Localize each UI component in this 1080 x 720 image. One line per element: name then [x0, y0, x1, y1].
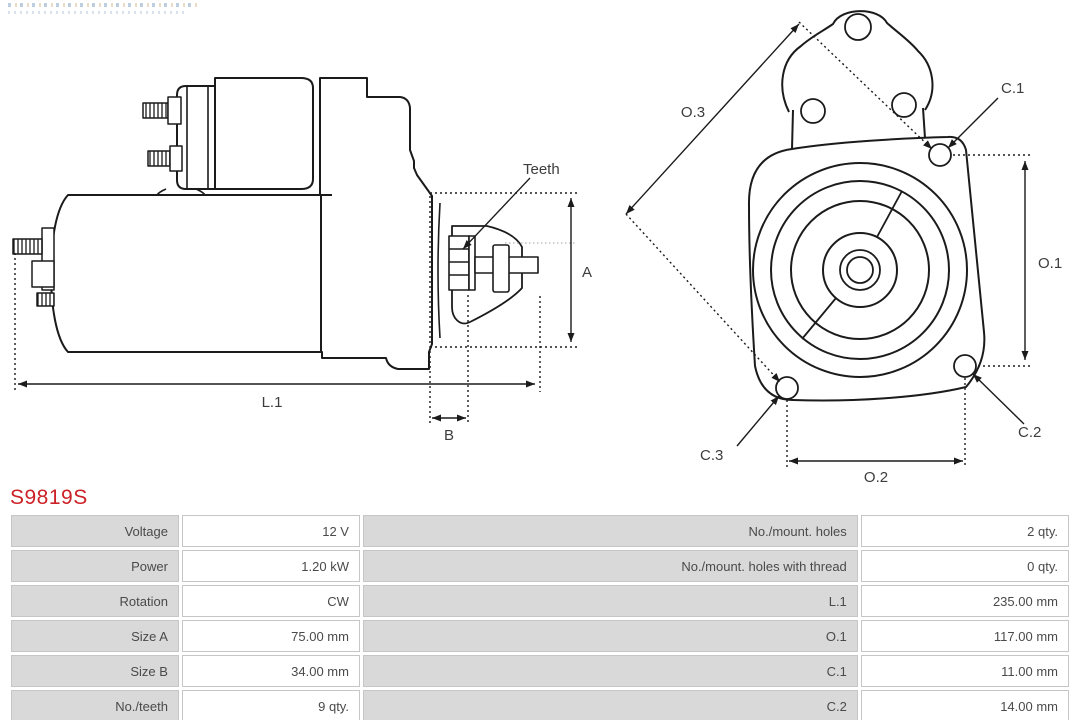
dim-c1-leader: [948, 98, 998, 148]
spec-cell-l1-label: L.1: [363, 585, 858, 617]
table-row: [11, 515, 1069, 547]
spec-cell-rotation-value: CW: [182, 585, 360, 617]
motor-body: [51, 195, 321, 352]
dim-label-a: A: [582, 264, 593, 281]
table-row: [11, 550, 1069, 582]
drive-end-housing: [320, 78, 432, 369]
spec-cell-o1-label: O.1: [363, 620, 858, 652]
dim-label-l1: L.1: [261, 394, 283, 411]
dim-label-o2: O.2: [863, 469, 889, 486]
spec-cell-size-a-label: Size A: [11, 620, 179, 652]
spec-cell-teeth-label: No./teeth: [11, 690, 179, 720]
spec-cell-c1-label: C.1: [363, 655, 858, 687]
bracket-hole-top: [845, 14, 871, 40]
watermark-logo-icon: [8, 3, 198, 7]
bell-flange-face: [438, 203, 440, 338]
part-number: S9819S: [10, 486, 88, 509]
spec-table: [8, 512, 1072, 720]
table-row: [11, 655, 1069, 687]
dim-label-c1: C.1: [1001, 80, 1025, 97]
spec-cell-mount-holes-value: 2 qty.: [861, 515, 1069, 547]
solenoid-cap: [177, 86, 215, 189]
front-view-drawing: [626, 11, 1062, 486]
dim-teeth: [463, 178, 530, 249]
bracket-hole-left: [801, 99, 825, 123]
table-row: [11, 620, 1069, 652]
dim-c3-leader: [737, 396, 779, 446]
spec-cell-c2-label: C.2: [363, 690, 858, 720]
pinion-gear: [449, 236, 475, 290]
dim-c2-leader: [973, 374, 1024, 424]
solenoid-barrel: [215, 78, 313, 189]
spec-cell-voltage-value: 12 V: [182, 515, 360, 547]
spec-cell-mount-holes-thread-value: 0 qty.: [861, 550, 1069, 582]
shaft-collar: [493, 245, 509, 292]
spec-cell-c1-value: 11.00 mm: [861, 655, 1069, 687]
dim-label-c3: C.3: [700, 447, 724, 464]
spec-cell-teeth-value: 9 qty.: [182, 690, 360, 720]
spec-cell-rotation-label: Rotation: [11, 585, 179, 617]
dim-label-teeth: Teeth: [523, 161, 560, 178]
spec-cell-voltage-label: Voltage: [11, 515, 179, 547]
spec-cell-power-label: Power: [11, 550, 179, 582]
table-row: [11, 585, 1069, 617]
spec-cell-l1-value: 235.00 mm: [861, 585, 1069, 617]
spec-cell-mount-holes-thread-label: No./mount. holes with thread: [363, 550, 858, 582]
spec-cell-size-b-label: Size B: [11, 655, 179, 687]
spec-cell-power-value: 1.20 kW: [182, 550, 360, 582]
dim-b: [430, 196, 468, 424]
mount-hole-c1: [929, 144, 951, 166]
dim-label-o3: O.3: [680, 104, 706, 121]
watermark-logo-icon: [8, 11, 186, 14]
mounting-studs: [13, 228, 54, 306]
table-row: [11, 690, 1069, 720]
bracket-hole-right: [892, 93, 916, 117]
dim-o3-leader-c1: [799, 22, 932, 149]
spec-cell-size-a-value: 75.00 mm: [182, 620, 360, 652]
spec-cell-c2-value: 14.00 mm: [861, 690, 1069, 720]
spec-cell-mount-holes-label: No./mount. holes: [363, 515, 858, 547]
mount-hole-c2: [954, 355, 976, 377]
spec-cell-o1-value: 117.00 mm: [861, 620, 1069, 652]
side-view-drawing: [13, 78, 592, 444]
dim-label-b: B: [444, 427, 455, 444]
dim-label-c2: C.2: [1018, 424, 1042, 441]
dim-label-o1: O.1: [1038, 255, 1063, 272]
spec-cell-size-b-value: 34.00 mm: [182, 655, 360, 687]
